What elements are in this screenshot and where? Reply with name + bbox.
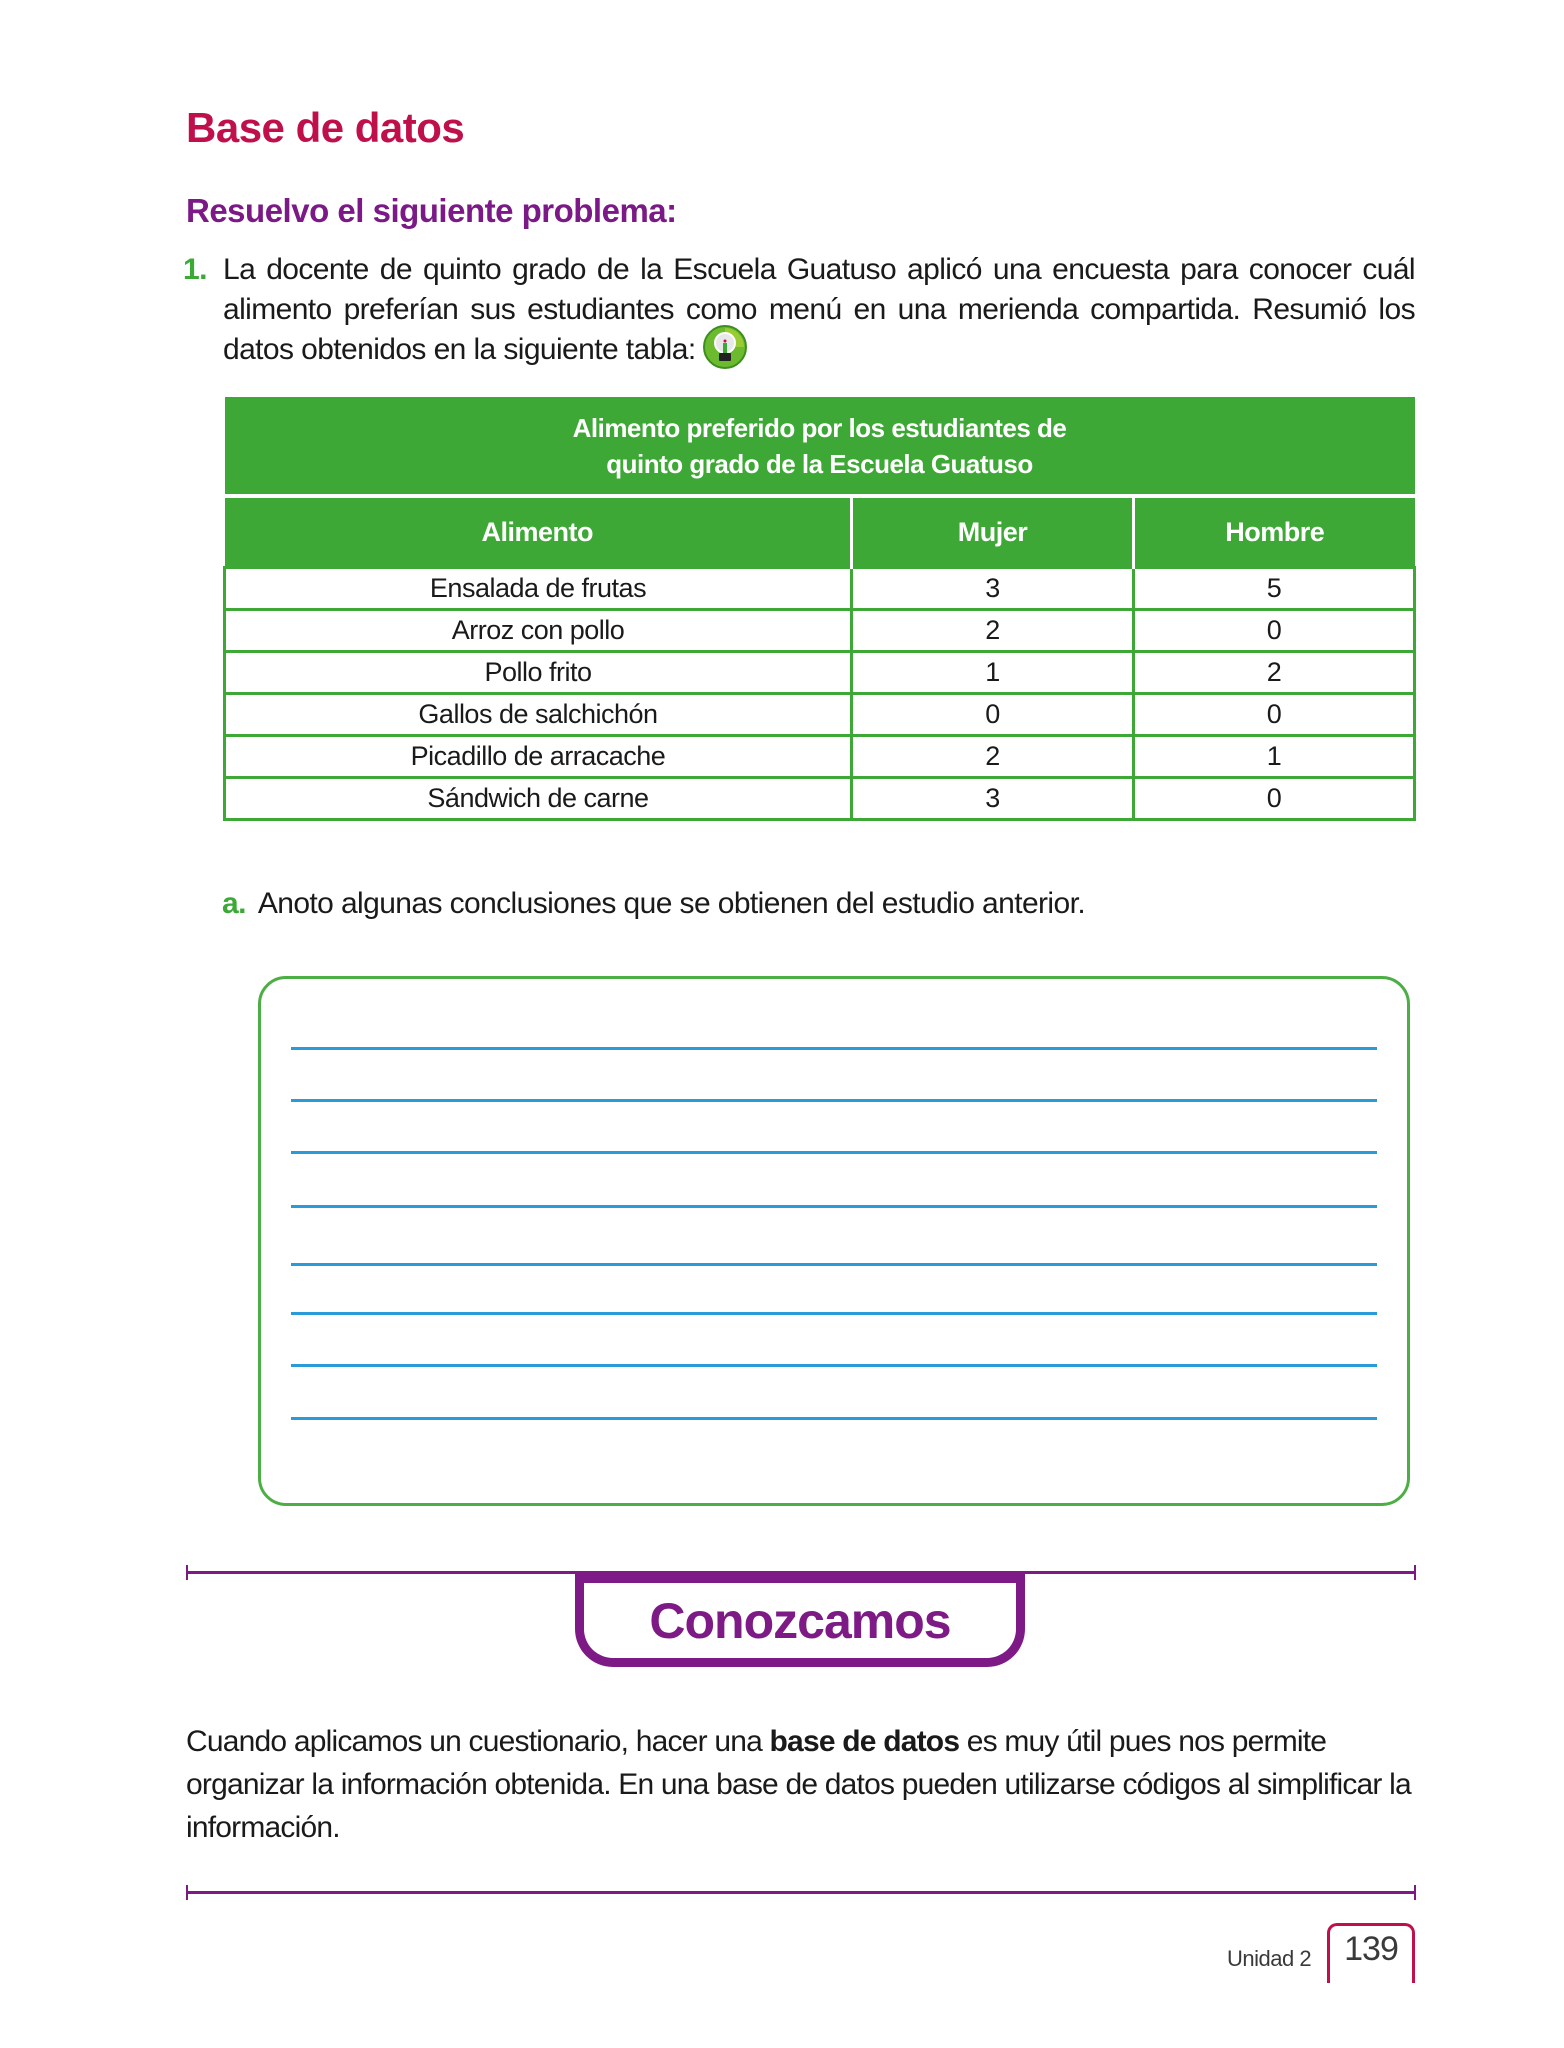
conozcamos-text <box>186 1720 1418 1849</box>
cell-mujer: 2 <box>852 610 1134 652</box>
column-header-mujer: Mujer <box>852 496 1134 568</box>
section-heading: Resuelvo el siguiente problema: <box>186 192 677 229</box>
cell-food: Arroz con pollo <box>225 610 852 652</box>
answer-line[interactable] <box>291 1047 1377 1050</box>
unit-label: Unidad 2 <box>1227 1946 1312 1971</box>
cell-hombre: 2 <box>1134 652 1415 694</box>
cell-food: Ensalada de frutas <box>225 568 852 610</box>
table-caption-line2: quinto grado de la Escuela Guatuso <box>606 448 1033 479</box>
subquestion-a <box>222 887 1085 921</box>
table-row <box>225 610 1415 652</box>
cell-hombre: 0 <box>1134 610 1415 652</box>
table-row <box>225 652 1415 694</box>
problem-text: La docente de quinto grado de la Escuela Guatuso aplicó una encuesta para conocer cuál alimento preferían sus estudiantes como menú en una merienda compartida. Resumió los datos obtenidos en la siguiente tabla: <box>223 253 1415 366</box>
answer-writing-area[interactable] <box>258 976 1410 1506</box>
info-text-part: es muy útil pues nos permite organizar la información obtenida. En una base de datos pueden utilizarse códigos al simplificar la información. <box>186 1725 1411 1844</box>
lightbulb-icon <box>702 324 748 370</box>
info-text-part: Cuando aplicamos un cuestionario, hacer una <box>186 1725 770 1758</box>
conozcamos-title: Conozcamos <box>649 1592 951 1649</box>
cell-food: Gallos de salchichón <box>225 694 852 736</box>
problem-statement <box>223 250 1415 370</box>
column-header-hombre: Hombre <box>1134 496 1415 568</box>
subquestion-text: Anoto algunas conclusiones que se obtienen del estudio anterior. <box>257 887 1086 920</box>
problem-1 <box>183 250 1415 370</box>
subquestion-letter: a. <box>222 887 246 920</box>
answer-line[interactable] <box>291 1099 1377 1102</box>
table-caption-line1: Alimento preferido por los estudiantes de <box>572 412 1067 443</box>
cell-hombre: 5 <box>1134 568 1415 610</box>
page-number-tab <box>1327 1923 1415 1983</box>
table-caption <box>225 397 1415 496</box>
cell-hombre: 0 <box>1134 778 1415 820</box>
section-divider-bottom <box>186 1891 1416 1894</box>
cell-mujer: 3 <box>852 568 1134 610</box>
conozcamos-tab <box>575 1571 1025 1667</box>
column-header-alimento: Alimento <box>225 496 852 568</box>
page-title: Base de datos <box>186 104 465 151</box>
cell-food: Pollo frito <box>225 652 852 694</box>
cell-mujer: 1 <box>852 652 1134 694</box>
answer-line[interactable] <box>291 1263 1377 1266</box>
answer-line[interactable] <box>291 1364 1377 1367</box>
answer-line[interactable] <box>291 1151 1377 1154</box>
answer-line[interactable] <box>291 1417 1377 1420</box>
food-preference-table <box>223 397 1416 821</box>
cell-hombre: 1 <box>1134 736 1415 778</box>
cell-mujer: 2 <box>852 736 1134 778</box>
cell-food: Sándwich de carne <box>225 778 852 820</box>
page-number: 139 <box>1344 1930 1398 1968</box>
answer-line[interactable] <box>291 1205 1377 1208</box>
cell-mujer: 0 <box>852 694 1134 736</box>
table-row <box>225 568 1415 610</box>
info-text-bold-term: base de datos <box>769 1725 960 1758</box>
answer-line[interactable] <box>291 1312 1377 1315</box>
cell-food: Picadillo de arracache <box>225 736 852 778</box>
cell-mujer: 3 <box>852 778 1134 820</box>
problem-number: 1. <box>183 253 207 286</box>
cell-hombre: 0 <box>1134 694 1415 736</box>
table-row <box>225 736 1415 778</box>
table-row <box>225 778 1415 820</box>
table-row <box>225 694 1415 736</box>
